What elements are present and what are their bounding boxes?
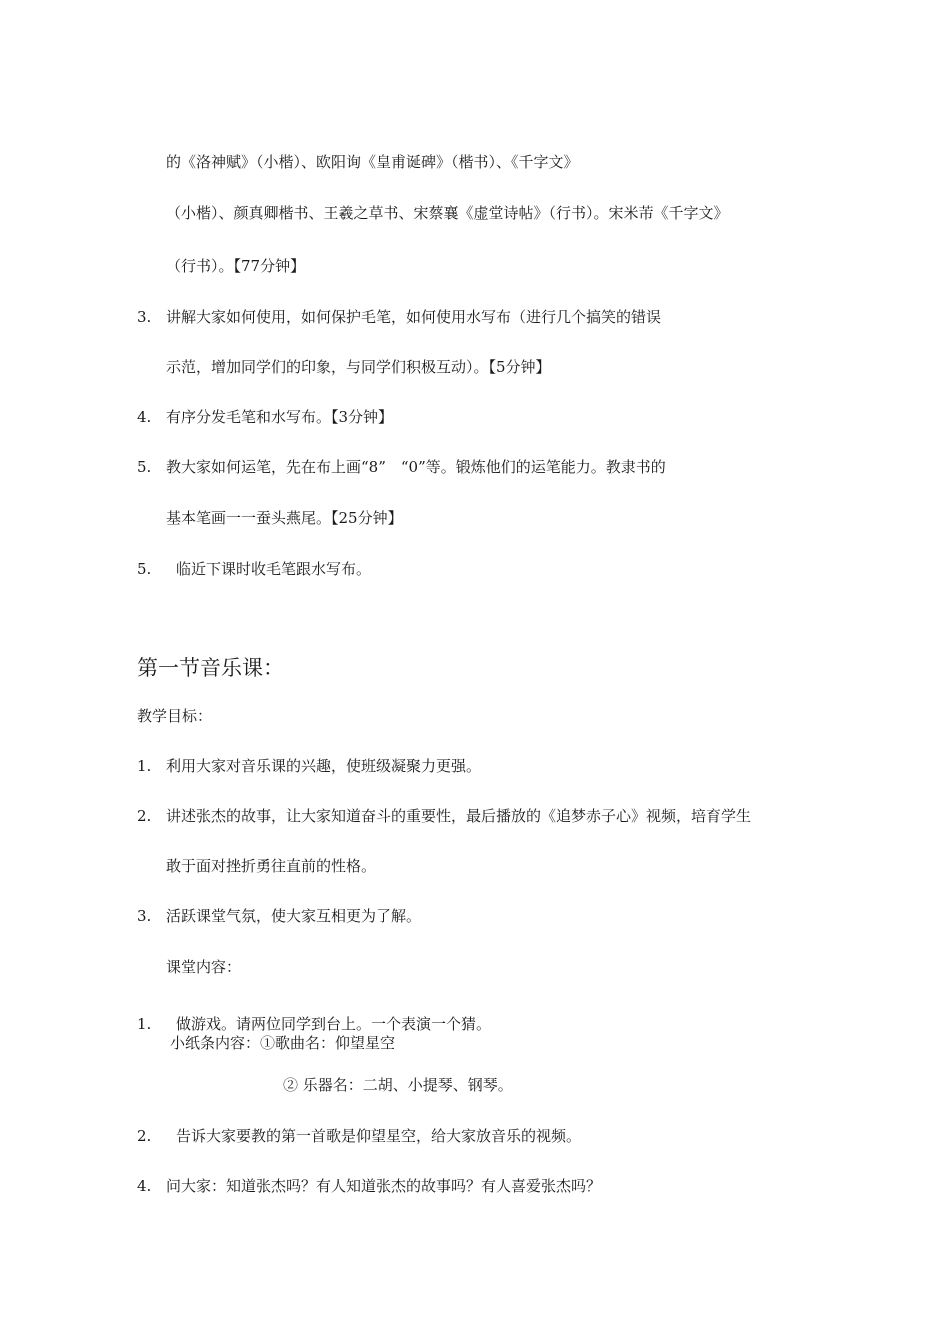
list-number: 3. xyxy=(137,907,152,925)
list-item-text: 教大家如何运笔，先在布上画“8” “0”等。锻炼他们的运笔能力。教隶书的 xyxy=(166,458,666,476)
subsection-label: 课堂内容： xyxy=(166,958,242,976)
section-heading: 第一节音乐课： xyxy=(137,656,284,680)
list-number: 2. xyxy=(137,1127,152,1145)
list-item-text: 做游戏。请两位同学到台上。一个表演一个猜。 xyxy=(176,1015,492,1033)
list-item-text: 讲解大家如何使用，如何保护毛笔，如何使用水写布（进行几个搞笑的错误 xyxy=(166,308,662,326)
paragraph-line: （小楷）、颜真卿楷书、王羲之草书、宋蔡襄《虚堂诗帖》（行书）。宋米芾《千字文》 xyxy=(166,204,729,222)
list-number: 2. xyxy=(137,807,152,825)
paragraph-line: 的《洛神赋》（小楷）、欧阳询《皇甫诞碑》（楷书）、《千字文》 xyxy=(166,153,579,171)
list-item-text: 活跃课堂气氛，使大家互相更为了解。 xyxy=(166,907,422,925)
list-item-text: 讲述张杰的故事，让大家知道奋斗的重要性，最后播放的《追梦赤子心》视频，培育学生 xyxy=(166,807,752,825)
list-item-text: 有序分发毛笔和水写布。【3分钟】 xyxy=(166,408,394,426)
list-number: 1. xyxy=(137,757,152,775)
list-number: 5. xyxy=(137,560,152,578)
list-item-text: ② 乐器名：二胡、小提琴、钢琴。 xyxy=(283,1076,513,1094)
list-number: 1. xyxy=(137,1015,152,1033)
list-item-text: 告诉大家要教的第一首歌是仰望星空，给大家放音乐的视频。 xyxy=(176,1127,582,1145)
list-item-text: 敢于面对挫折勇往直前的性格。 xyxy=(166,857,377,875)
list-item-text: 临近下课时收毛笔跟水写布。 xyxy=(176,560,372,578)
list-item-text: 基本笔画一一蚕头燕尾。【25分钟】 xyxy=(166,509,403,527)
list-number: 4. xyxy=(137,1177,152,1195)
list-number: 5. xyxy=(137,458,152,476)
list-item-text: 利用大家对音乐课的兴趣，使班级凝聚力更强。 xyxy=(166,757,482,775)
list-item-text: 问大家：知道张杰吗？有人知道张杰的故事吗？有人喜爱张杰吗？ xyxy=(166,1177,602,1195)
paragraph-line: （行书）。【77分钟】 xyxy=(166,257,306,275)
subsection-label: 教学目标： xyxy=(137,707,213,725)
list-item-text: 小纸条内容：①歌曲名：仰望星空 xyxy=(170,1034,396,1052)
list-number: 3. xyxy=(137,308,152,326)
list-item-text: 示范，增加同学们的印象，与同学们积极互动）。【5分钟】 xyxy=(166,358,551,376)
list-number: 4. xyxy=(137,408,152,426)
